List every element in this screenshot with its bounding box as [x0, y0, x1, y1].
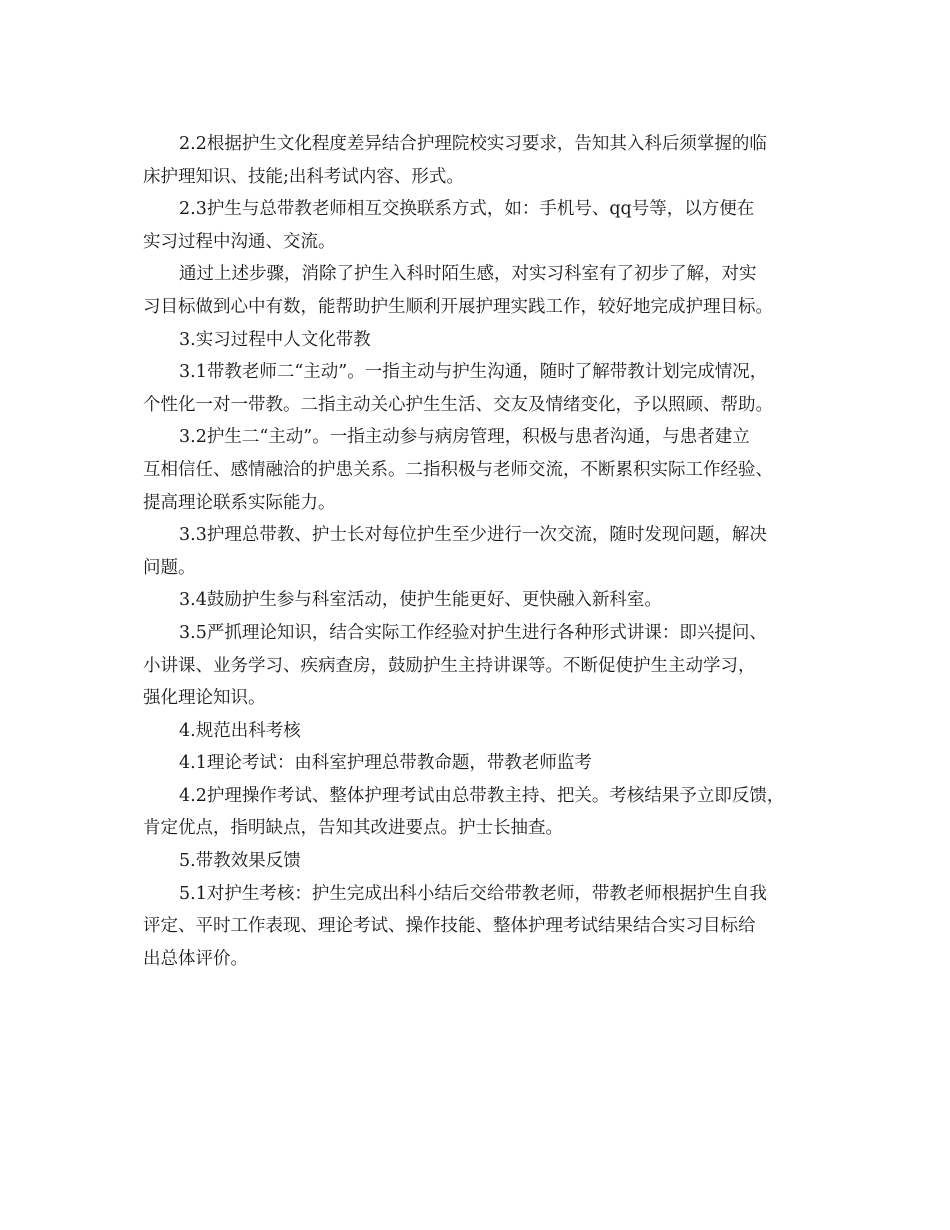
- text-line: 强化理论知识。: [143, 688, 266, 709]
- text-line: 4.2护理操作考试、整体护理考试由总带教主持、把关。考核结果予立即反馈，: [179, 785, 785, 806]
- text-line: 3.3护理总带教、护士长对每位护生至少进行一次交流，随时发现问题，解决: [179, 525, 767, 546]
- body-text: [143, 128, 823, 975]
- text-line: 3.实习过程中人文化带教: [179, 329, 371, 350]
- text-line: 3.2护生二“主动”。一指主动参与病房管理，积极与患者沟通，与患者建立: [179, 427, 750, 448]
- text-line: 实习过程中沟通、交流。: [143, 231, 336, 252]
- text-line: 4.规范出科考核: [179, 720, 301, 741]
- text-line: 4.1理论考试：由科室护理总带教命题，带教老师监考: [179, 753, 592, 774]
- text-line: 床护理知识、技能;出科考试内容、形式。: [143, 166, 464, 187]
- text-line: 5.1对护生考核：护生完成出科小结后交给带教老师，带教老师根据护生自我: [179, 883, 767, 904]
- text-line: 通过上述步骤，消除了护生入科时陌生感，对实习科室有了初步了解，对实: [179, 264, 757, 285]
- text-line: 个性化一对一带教。二指主动关心护生生活、交友及情绪变化，予以照顾、帮助。: [143, 394, 773, 415]
- text-line: 互相信任、感情融洽的护患关系。二指积极与老师交流，不断累积实际工作经验、: [143, 459, 773, 480]
- text-line: 评定、平时工作表现、理论考试、操作技能、整体护理考试结果结合实习目标给: [143, 916, 756, 937]
- text-line: 出总体评价。: [143, 948, 248, 969]
- text-line: 3.4鼓励护生参与科室活动，使护生能更好、更快融入新科室。: [179, 590, 662, 611]
- text-line: 3.5严抓理论知识，结合实际工作经验对护生进行各种形式讲课：即兴提问、: [179, 622, 767, 643]
- text-line: 提高理论联系实际能力。: [143, 492, 336, 513]
- text-line: 问题。: [143, 557, 196, 578]
- text-line: 5.带教效果反馈: [179, 851, 301, 872]
- text-line: 小讲课、业务学习、疾病查房，鼓励护生主持讲课等。不断促使护生主动学习，: [143, 655, 756, 676]
- text-line: 3.1带教老师二“主动”。一指主动与护生沟通，随时了解带教计划完成情况，: [179, 362, 768, 383]
- text-line: 肯定优点，指明缺点，告知其改进要点。护士长抽查。: [143, 818, 563, 839]
- text-line: 2.3护生与总带教老师相互交换联系方式，如：手机号、qq号等，以方便在: [179, 199, 755, 220]
- text-line: 2.2根据护生文化程度差异结合护理院校实习要求，告知其入科后须掌握的临: [179, 134, 767, 154]
- text-line: 习目标做到心中有数，能帮助护生顺利开展护理实践工作，较好地完成护理目标。: [143, 296, 773, 317]
